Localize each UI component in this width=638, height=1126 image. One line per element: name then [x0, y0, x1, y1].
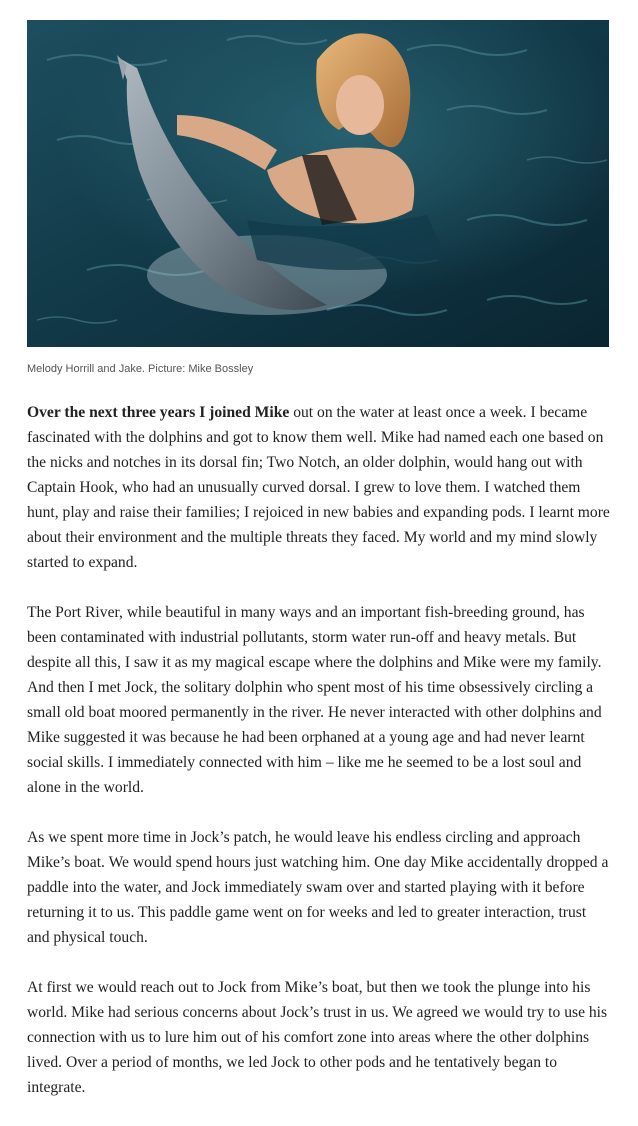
paragraph-3: As we spent more time in Jock’s patch, he would leave his endless circling and approach Mike’s boat. We would spend hours just watching him. One day Mike accidentally dropped a paddle into the water, and Jock immediately swam over and started playing with it before returning it to us. This paddle game went on for weeks and led to greater interaction, trust and physical touch. [27, 829, 609, 946]
paragraph-1 [27, 400, 612, 575]
article-figure [27, 20, 612, 377]
paragraph-2: The Port River, while beautiful in many ways and an important fish-breeding ground, has been contaminated with industrial pollutants, storm water run-off and heavy metals. But despite all this, I saw it as my magical escape where the dolphins and Mike were my family. And then I met Jock, the solitary dolphin who spent most of his time obsessively circling a small old boat moored permanently in the river. He never interacted with other dolphins and Mike suggested it was because he had been orphaned at a young age and had never learnt social skills. I immediately connected with him – like me he seemed to be a lost soul and alone in the world. [27, 604, 602, 796]
photo-caption: Melody Horrill and Jake. Picture: Mike Bossley [27, 363, 254, 375]
article-photo [27, 20, 609, 347]
paragraph-1-lead: Over the next three years I joined Mike [27, 404, 290, 421]
paragraph-4: At first we would reach out to Jock from Mike’s boat, but then we took the plunge into his world. Mike had serious concerns about Jock’s trust in us. We agreed we would try to use his connection with us to lure him out of his comfort zone into areas where the other dolphins lived. Over a period of months, we led Jock to other pods and he tentatively began to integrate. [27, 979, 608, 1096]
photo-illustration [27, 20, 609, 347]
paragraph-1-text: out on the water at least once a week. I became fascinated with the dolphins and got to know them well. Mike had named each one based on the nicks and notches in its dorsal fin; Two Notch, an older dolphin, would hang out with Captain Hook, who had an unusually curved dorsal. I grew to love them. I watched them hunt, play and raise their families; I rejoiced in new babies and expanding pods. I learnt more about their environment and the multiple threats they faced. My world and my mind slowly started to expand. [27, 404, 610, 571]
article [27, 20, 612, 1100]
